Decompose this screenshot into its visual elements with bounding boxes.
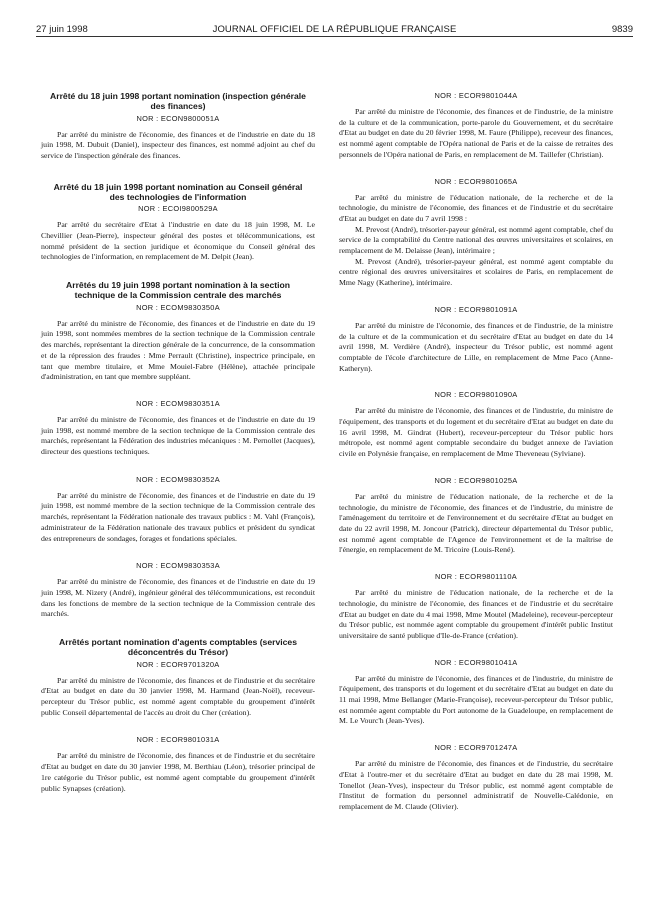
nor-reference: NOR : ECON9800051A: [136, 113, 220, 123]
article-body: Par arrêté du ministre de l'économie, des finances et de l'industrie en date du 19 juin 1998, sont nommées membres de la section technique de la Commission centrale des marchés, représentant la direction générale de la concurrence, de la consommation et de la répression des fraudes : Mme Perrault (Christine), inspectrice principale, en tant que membre titulaire, et Mme Mouiel-Fabre (Hélène), attachée principale d'administration, en tant que membre suppléant.: [41, 318, 315, 382]
article-title: Arrêté du 18 juin 1998 portant nomination au Conseil général des technologies de l'information: [53, 181, 303, 202]
nor-reference: NOR : ECOR9801044A: [434, 91, 518, 100]
left-column: [41, 44, 315, 794]
nor-reference: NOR : ECOR9801090A: [434, 390, 518, 400]
page-header: [36, 22, 633, 40]
article-title: Arrêtés du 19 juin 1998 portant nomination à la section technique de la Commission centrale des marchés: [66, 280, 290, 301]
article-body: Par arrêté du ministre de l'économie, des finances et de l'industrie, du secrétaire d'Etat à l'outre-mer et du secrétaire d'Etat au budget en date du 28 mai 1998, M. Tonellot (Jean-Yves), inspecteur du Trésor public, est nommé agent comptable de l'Institut de formation du personnel administratif de Nouvelle-Calédonie, en remplacement de M. Claude (Olivier).: [339, 759, 613, 811]
nor-reference: NOR : ECOM9830352A: [136, 474, 220, 484]
article-body: Par arrêté du ministre de l'éducation nationale, de la recherche et de la technologie, du ministre de l'économie, des finances et de l'industrie et du secrétaire d'Etat au budget en date du 7 avril 1998 :: [339, 192, 613, 223]
article-body: M. Prevost (André), trésorier-payeur général, est nommé agent comptable, chef du service de la comptabilité du Centre national des œuvres universitaires et scolaires, en remplacement de M. Delaisse (Jean), intérimaire ;: [339, 224, 613, 256]
article-body: Par arrêté du ministre de l'économie, des finances et de l'industrie en date du 19 juin 1998, est nommé membre de la section technique de la Commission centrale des marchés, représentant la Fédération des industries mécaniques : M. Pernollet (Jacques), directeur des questions techniques.: [41, 414, 315, 457]
article-body: Par arrêté du ministre de l'économie, des finances et de l'industrie, de la ministre de la culture et de la communication et du secrétaire d'Etat au budget en date du 14 avril 1998, M. Verdière (André), inspecteur du Trésor public, est nommé agent comptable de l'école d'architecture de Lille, en remplacement de Mme Paco (Anne-Katheryn).: [339, 320, 613, 373]
nor-reference: NOR : ECOR9801091A: [434, 304, 518, 314]
article-body: Par arrêté du ministre de l'économie, des finances et de l'industrie en date du 19 juin 1998, est nommé membre de la section technique de la Commission centrale des marchés, représentant la Fédération nationale des travaux publics : M. Vahl (François), administrateur de la Fédération nationale des travaux publics et président du syndicat des entrepreneurs de sondages, forages et fondations spéciales.: [41, 490, 315, 543]
nor-reference: NOR : ECOI9800529A: [138, 204, 218, 214]
header-title: JOURNAL OFFICIEL DE LA RÉPUBLIQUE FRANÇAISE: [212, 24, 457, 35]
nor-reference: NOR : ECOM9830351A: [136, 398, 220, 408]
article-body: M. Prevost (André), trésorier-payeur général, est nommé agent comptable du centre régional des œuvres universitaires et scolaires de Paris, en remplacement de Mme Nagy (Katherine), intérimaire.: [339, 256, 613, 288]
header-page-number: 9839: [611, 24, 633, 35]
nor-reference: NOR : ECOM9830353A: [136, 561, 220, 571]
article-body: Par arrêté du ministre de l'économie, des finances et de l'industrie en date du 18 juin 1998, M. Dubuit (Daniel), inspecteur des finances, est nommé adjoint au chef du service de l'inspection générale des finances.: [41, 129, 315, 160]
right-column: [339, 44, 613, 813]
nor-reference: NOR : ECOR9701247A: [434, 743, 518, 753]
nor-reference: NOR : ECOR9801025A: [434, 475, 518, 485]
article-title: Arrêtés portant nomination d'agents comptables (services déconcentrés du Trésor): [59, 637, 297, 658]
article-body: Par arrêté du secrétaire d'Etat à l'industrie en date du 18 juin 1998, M. Le Chevillier (Jean-Pierre), inspecteur général des postes et télécommunications, est nommé président de la section juridique et économique du Conseil général des technologies de l'information, en remplacement de M. Delpit (Jean).: [41, 220, 315, 262]
nor-reference: NOR : ECOR9801041A: [434, 657, 518, 667]
article-body: Par arrêté du ministre de l'économie, des finances et de l'industrie, de la ministre de la culture et de la communication, porte-parole du Gouvernement, et du secrétaire d'Etat au budget en date du 20 février 1998, M. Faure (Philippe), receveur des finances, est nommé agent comptable de l'Opéra national de Paris et de la caisse de retraites des personnels de l'Opéra national de Paris, en remplacement de M. Taillefer (Christian).: [339, 107, 613, 159]
article-title: Arrêté du 18 juin 1998 portant nomination (inspection générale des finances): [50, 91, 306, 112]
article-body: Par arrêté du ministre de l'économie, des finances et de l'industrie et du secrétaire d'Etat au budget en date du 30 janvier 1998, M. Berthiau (Léon), trésorier principal de 1re catégorie du Trésor public, est nommé agent comptable du groupement d'intérêt public Synapses (création).: [41, 751, 315, 793]
nor-reference: NOR : ECOR9801065A: [434, 176, 518, 186]
article-body: Par arrêté du ministre de l'éducation nationale, de la recherche et de la technologie, du ministre de l'économie, des finances et de l'industrie et du secrétaire d'Etat au budget en date du 4 mai 1998, Mme Moutel (Madeleine), receveur-percepteur du Trésor public, est nommée agent comptable du groupement d'intérêt public Institut universitaire de santé publique d'Ile-de-France (création).: [339, 588, 613, 640]
nor-reference: NOR : ECOR9801031A: [136, 735, 220, 745]
header-date: 27 juin 1998: [36, 24, 88, 35]
article-body: Par arrêté du ministre de l'économie, des finances et de l'industrie, du ministre de l'équipement, des transports et du logement et du secrétaire d'Etat au budget en date du 11 mai 1998, Mme Bellanger (Marie-Françoise), receveur-percepteur du Trésor public, est nommée agent comptable du Port autonome de la Guadeloupe, en remplacement de M. Le Vourc'h (Jean-Yves).: [339, 673, 613, 726]
article-body: Par arrêté du ministre de l'économie, des finances et de l'industrie en date du 19 juin 1998, M. Nizery (André), ingénieur général des télécommunications, est reconduit dans les fonctions de membre de la section technique de la Commission centrale des marchés.: [41, 577, 315, 619]
article-body: Par arrêté du ministre de l'économie, des finances et de l'industrie et du secrétaire d'Etat au budget en date du 30 janvier 1998, M. Harmand (Jean-Noël), receveur-percepteur du Trésor public, est nommé agent comptable du groupement d'intérêt public Conseil départemental de l'accès au droit du Cher (création).: [41, 675, 315, 717]
nor-reference: NOR : ECOR9701320A: [136, 659, 220, 669]
nor-reference: NOR : ECOR9801110A: [435, 572, 517, 582]
article-body: Par arrêté du ministre de l'éducation nationale, de la recherche et de la technologie, du ministre de l'économie, des finances et de l'industrie, du ministre de l'aménagement du territoire et de l'environnement et du secrétaire d'Etat au budget en date du 22 avril 1998, M. Joncour (Patrick), directeur départemental du Trésor public, est nommé agent comptable de l'Agence de l'environnement et de la maîtrise de l'énergie, en remplacement de M. Tricoire (Louis-René).: [339, 491, 613, 555]
header-rule: [36, 36, 633, 37]
article-body: Par arrêté du ministre de l'économie, des finances et de l'industrie, du ministre de l'équipement, des transports et du logement et du secrétaire d'Etat au budget en date du 16 avril 1998, M. Gindrat (Hubert), receveur-percepteur du Trésor public hors métropole, est nommé agent comptable secondaire du budget annexe de l'aviation civile en Polynésie française, en remplacement de Mme Theveneau (Sylviane).: [339, 406, 613, 459]
nor-reference: NOR : ECOM9830350A: [136, 302, 220, 312]
